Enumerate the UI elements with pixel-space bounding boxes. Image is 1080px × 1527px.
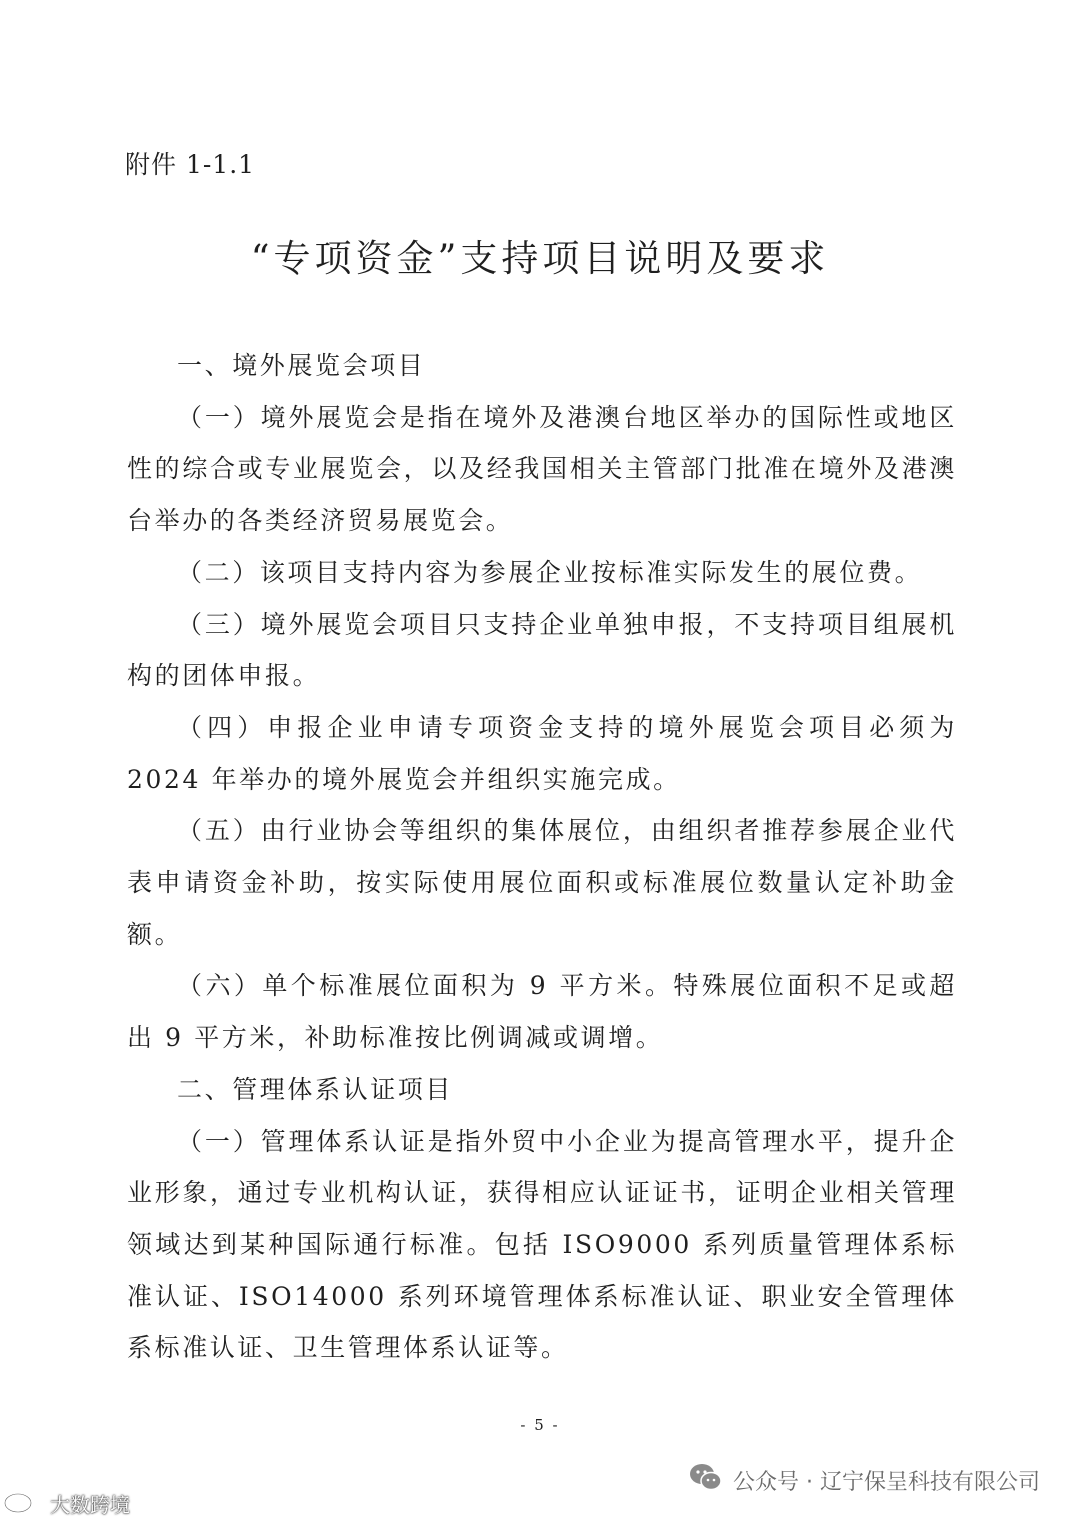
paragraph: （四）申报企业申请专项资金支持的境外展览会项目必须为 2024 年举办的境外展览会并组织实施完成。 [127, 712, 957, 794]
section-heading-2: 二、管理体系认证项目 [177, 1074, 454, 1104]
paragraph: （五）由行业协会等组织的集体展位，由组织者推荐参展企业代表申请资金补助，按实际使用展位面积或标准展位数量认定补助金额。 [127, 816, 957, 949]
wechat-icon [689, 1462, 723, 1498]
paragraph: （一）管理体系认证是指外贸中小企业为提高管理水平，提升企业形象，通过专业机构认证，获得相应认证证书，证明企业相关管理领域达到某种国际通行标准。包括 ISO9000 系列质量管理体系标准认证、ISO14000 系列环境管理体系标准认证、职业安全管理体系标准认证、卫生管理体系认证等。 [127, 1126, 957, 1363]
paragraph: （二）该项目支持内容为参展企业按标准实际发生的展位费。 [177, 557, 923, 587]
document-body [127, 340, 957, 1374]
paragraph: （六）单个标准展位面积为 9 平方米。特殊展位面积不足或超出 9 平方米，补助标准按比例调减或调增。 [127, 971, 957, 1053]
wechat-account-label: 公众号 · 辽宁保呈科技有限公司 [733, 1469, 1040, 1495]
section-heading-1: 一、境外展览会项目 [177, 351, 426, 380]
paragraph: （一）境外展览会是指在境外及港澳台地区举办的国际性或地区性的综合或专业展览会，以及经我国相关主管部门批准在境外及港澳台举办的各类经济贸易展览会。 [127, 402, 957, 536]
page-number: - 5 - [520, 1416, 560, 1434]
watermark-text: 大数跨境 [50, 1493, 130, 1517]
paragraph: （三）境外展览会项目只支持企业单独申报，不支持项目组展机构的团体申报。 [127, 609, 957, 691]
source-watermark [0, 1488, 130, 1519]
attachment-label: 附件 1-1.1 [125, 150, 256, 179]
weibo-watermark-icon [0, 1488, 46, 1519]
wechat-account-badge [689, 1462, 1040, 1498]
document-title: “专项资金”支持项目说明及要求 [250, 237, 830, 280]
